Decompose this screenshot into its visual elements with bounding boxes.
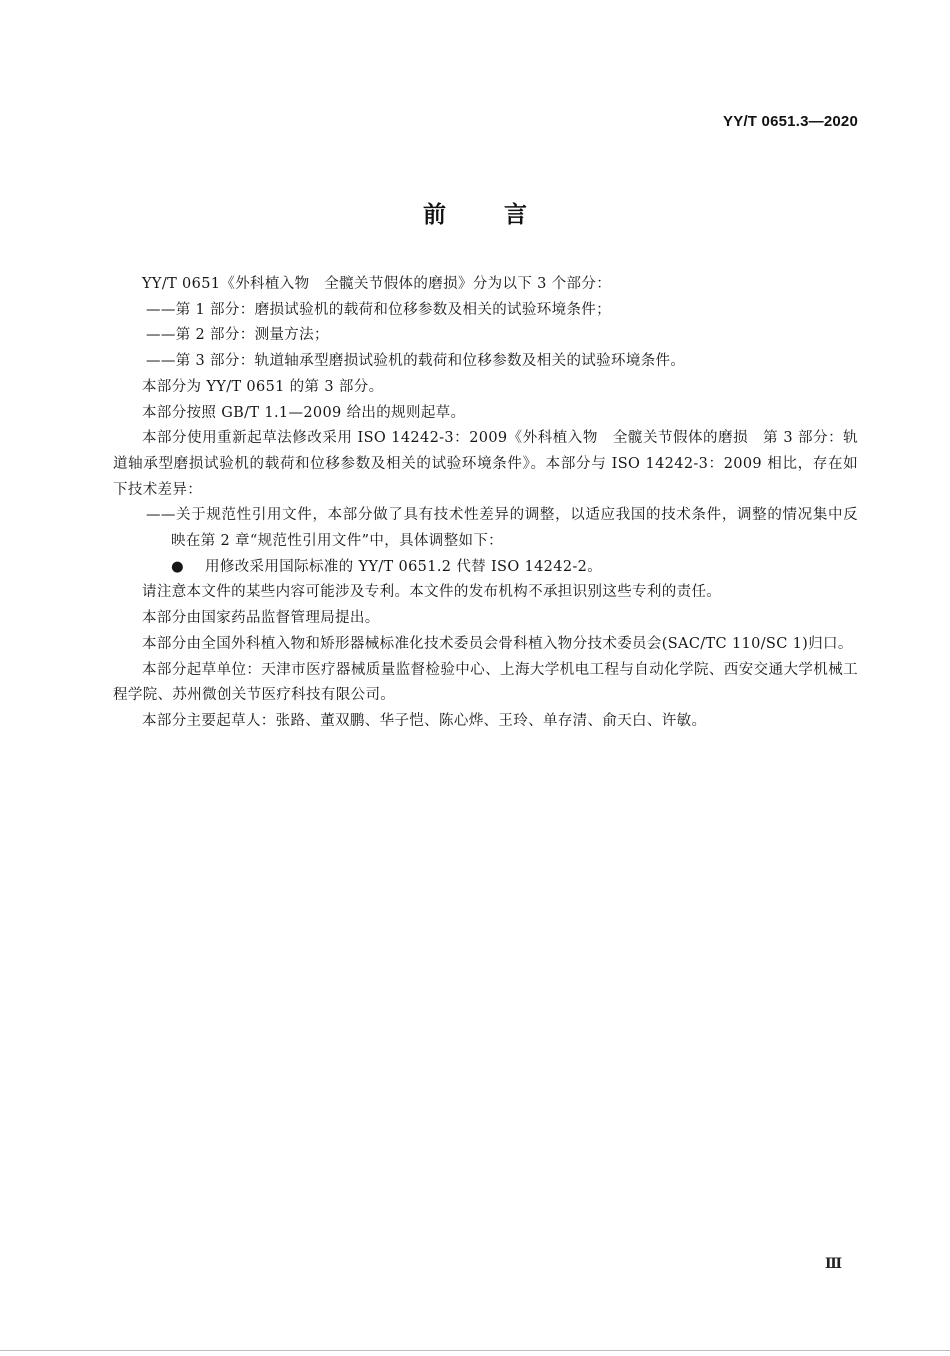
paragraph-proposed-by: 本部分由国家药品监督管理局提出。 — [142, 610, 380, 627]
page-bottom-border — [0, 1350, 950, 1351]
page-number: Ⅲ — [824, 1256, 842, 1272]
paragraph-drafting-units: 本部分起草单位：天津市医疗器械质量监督检验中心、上海大学机电工程与自动化学院、西安交通大学机械工程学院、苏州微创关节医疗科技有限公司。 — [113, 661, 858, 704]
paragraph-intro: YY/T 0651《外科植入物 全髋关节假体的磨损》分为以下 3 个部分： — [142, 276, 612, 292]
paragraph-adoption: 本部分使用重新起草法修改采用 ISO 14242-3：2009《外科植入物 全髋关节假体的磨损 第 3 部分：轨道轴承型磨损试验机的载荷和位移参数及相关的试验环境条件》。本部分与 ISO 14242-3：2009 相比，存在如下技术差异： — [113, 430, 858, 498]
list-item-normative-references: ——关于规范性引用文件，本部分做了具有技术性差异的调整，以适应我国的技术条件，调整的情况集中反映在第 2 章“规范性引用文件”中，具体调整如下： — [146, 507, 858, 550]
list-item-part-2: ——第 2 部分：测量方法； — [146, 327, 329, 344]
bullet-dot-icon: ● — [171, 558, 185, 575]
paragraph-drafting-rules: 本部分按照 GB/T 1.1—2009 给出的规则起草。 — [142, 404, 466, 421]
list-item-part-3: ——第 3 部分：轨道轴承型磨损试验机的载荷和位移参数及相关的试验环境条件。 — [146, 353, 686, 370]
page-title: 前言 — [423, 202, 585, 228]
paragraph-technical-committee: 本部分由全国外科植入物和矫形器械标准化技术委员会骨科植入物分技术委员会(SAC/TC 110/SC 1)归口。 — [142, 635, 853, 652]
list-item-part-1: ——第 1 部分：磨损试验机的载荷和位移参数及相关的试验环境条件； — [146, 301, 611, 318]
bullet-item — [113, 555, 858, 581]
standard-number: YY/T 0651.3—2020 — [723, 113, 858, 130]
paragraph-drafters: 本部分主要起草人：张路、董双鹏、华子恺、陈心烨、王玲、单存清、俞天白、许敏。 — [142, 712, 707, 729]
paragraph-patent-notice: 请注意本文件的某些内容可能涉及专利。本文件的发布机构不承担识别这些专利的责任。 — [142, 584, 722, 601]
paragraph-part-statement: 本部分为 YY/T 0651 的第 3 部分。 — [142, 378, 384, 395]
foreword-body — [113, 272, 858, 735]
bullet-item-text: 用修改采用国际标准的 YY/T 0651.2 代替 ISO 14242-2。 — [205, 558, 603, 575]
